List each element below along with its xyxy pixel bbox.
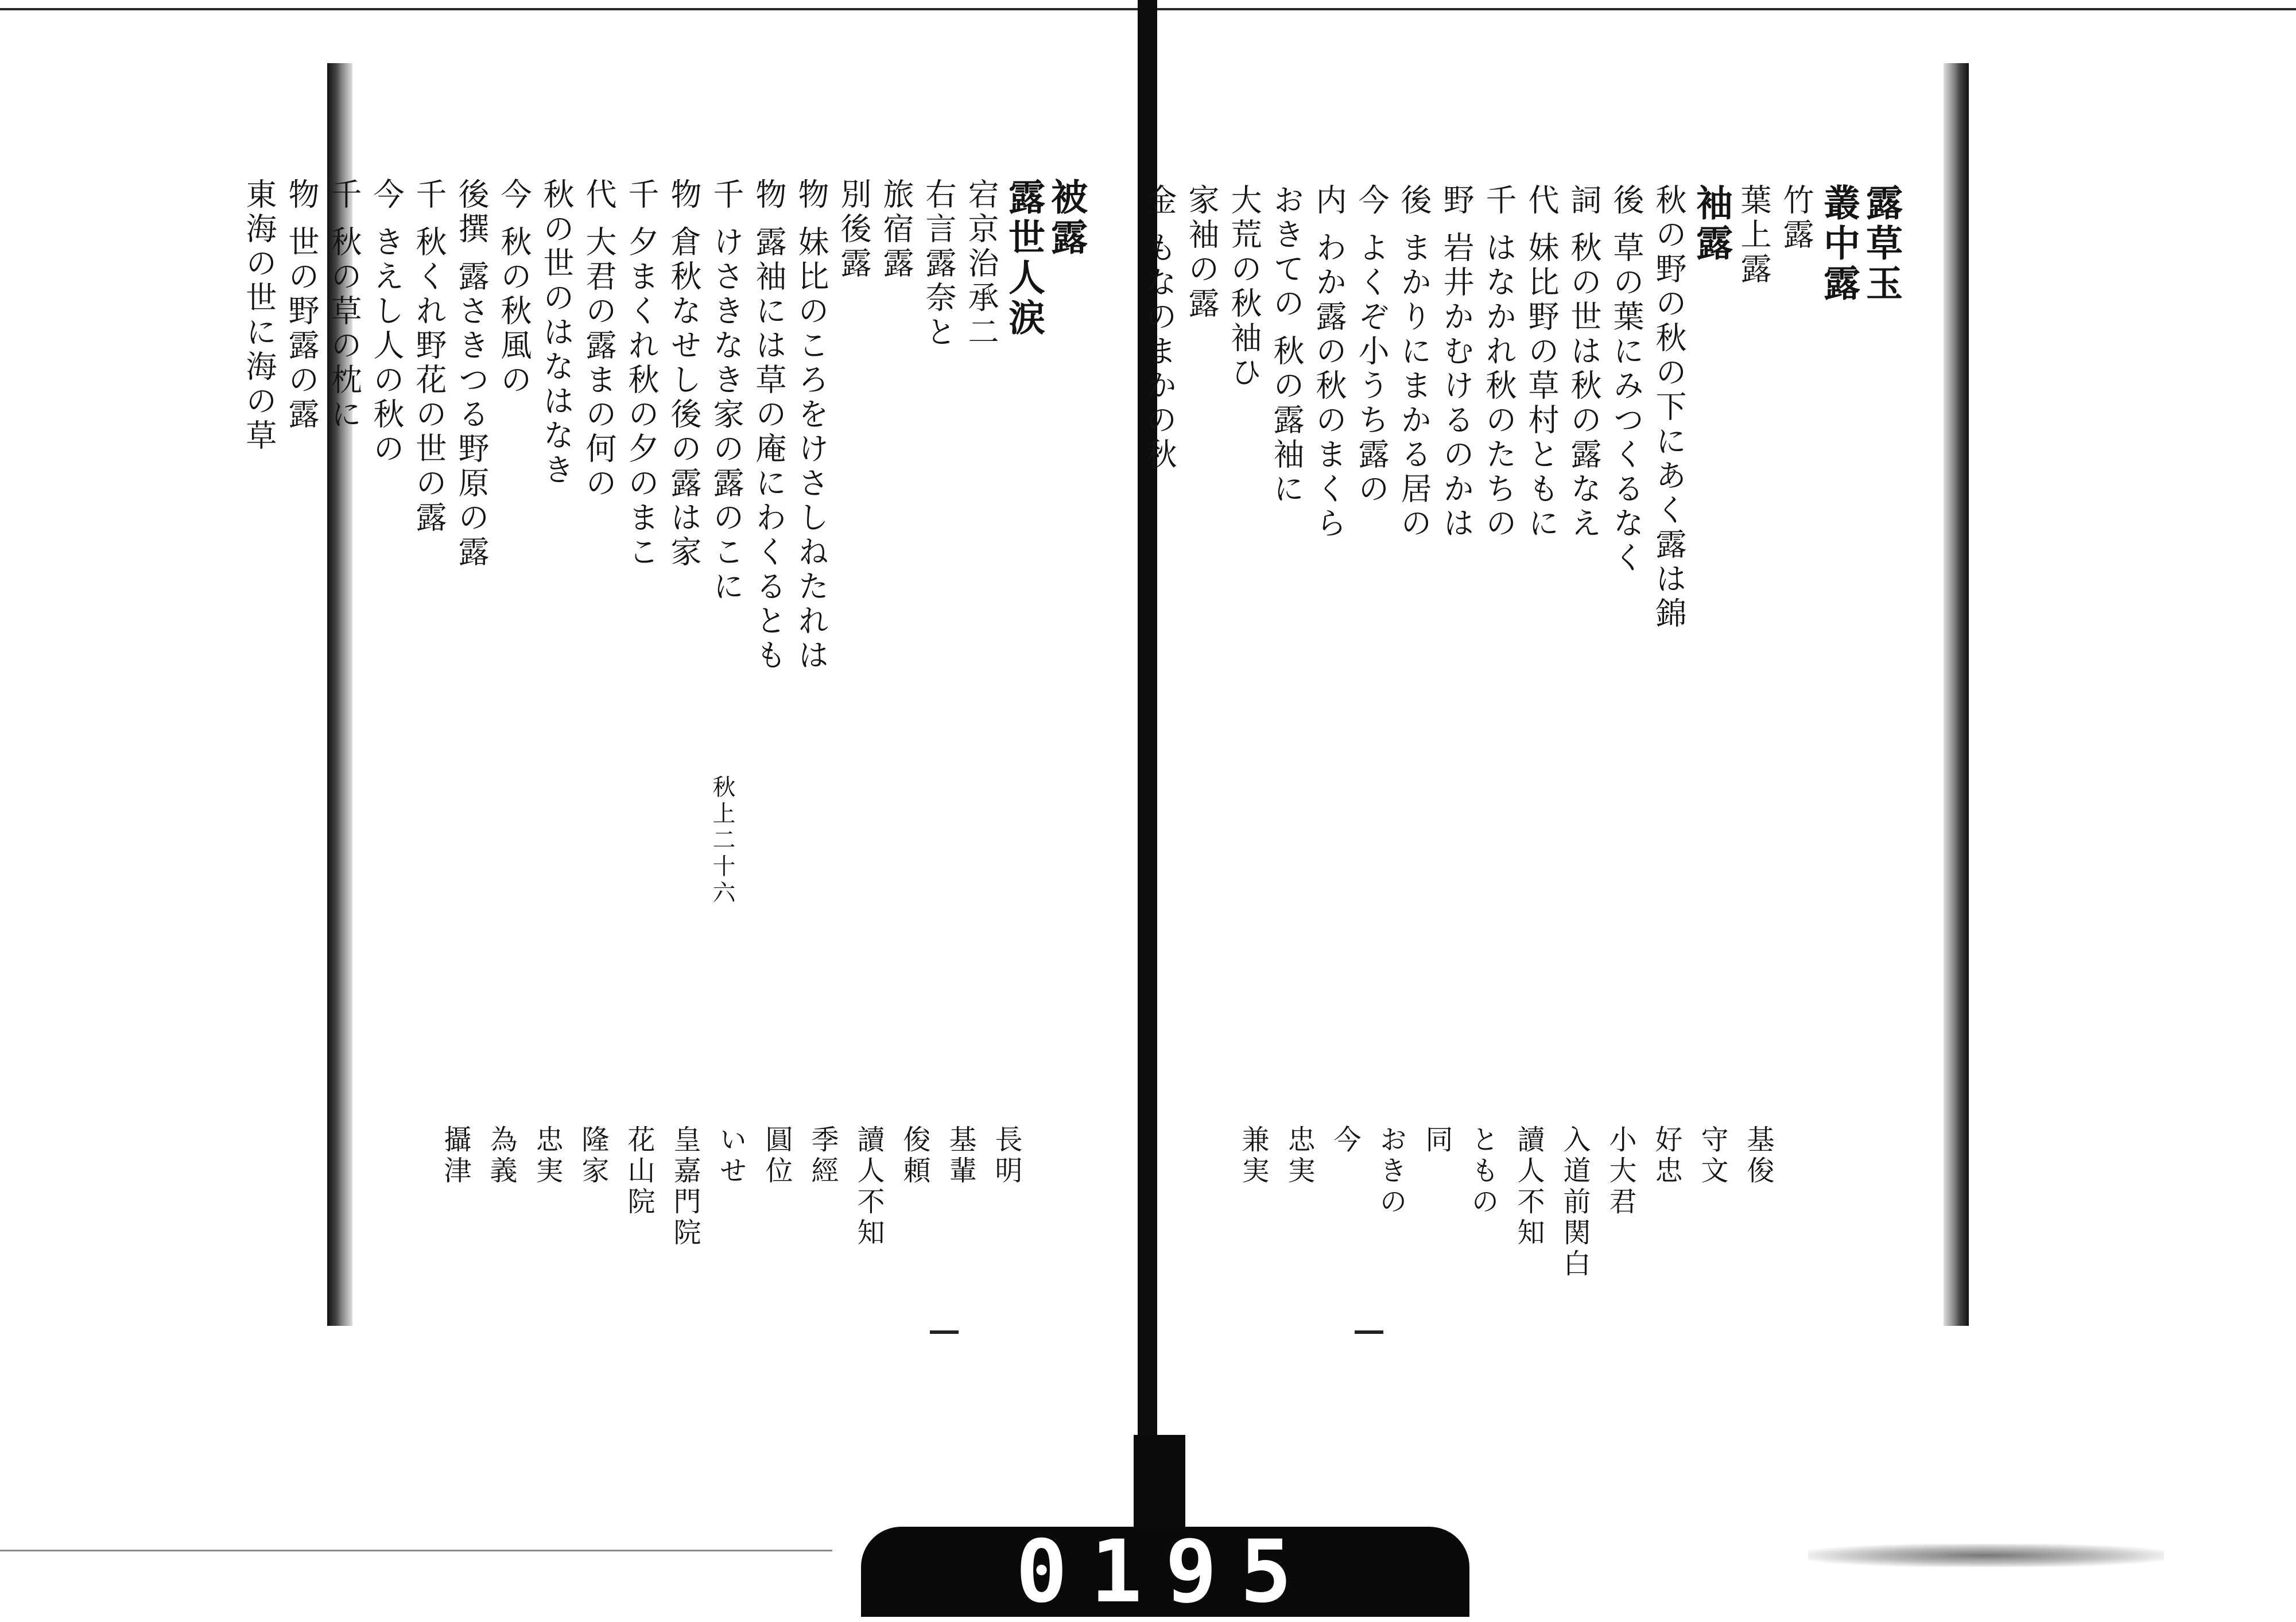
left-poem-line: 代 大君の露まの何の <box>581 178 617 502</box>
author-name: 好忠 <box>1650 1125 1682 1187</box>
left-topic-4: 別後露 <box>836 178 872 281</box>
author-name: 兼実 <box>1237 1125 1269 1187</box>
author-name: 忠実 <box>1283 1125 1315 1187</box>
author-name: 今 <box>1329 1125 1361 1156</box>
right-page-dash-mark <box>1355 1330 1383 1334</box>
left-topic-2: 右言露奈と <box>921 178 957 350</box>
right-page-edge-shadow <box>1944 63 1969 1326</box>
left-poem-line: 後撰 露さきつる野原の露 <box>453 178 490 571</box>
left-poem-line: 物 倉秋なせし後の露は家 <box>666 178 702 571</box>
author-name: 隆家 <box>577 1125 609 1187</box>
left-poem-line: 物 露袖には草の庵にわくるとも <box>751 178 787 674</box>
author-name: 入道前関白 <box>1558 1125 1591 1280</box>
right-authors <box>1234 1125 1777 1280</box>
author-name: 長明 <box>990 1125 1022 1187</box>
left-heading-2: 露世人涙 <box>1002 178 1045 339</box>
author-name: 同 <box>1421 1125 1453 1156</box>
left-poem-line: 今 きえし人の秋の <box>369 178 405 467</box>
scan-smudge <box>1808 1544 2164 1567</box>
left-poem-line: 千 秋の草の枕に <box>326 178 362 433</box>
author-name: 忠実 <box>531 1125 563 1187</box>
right-poem-line: 大荒の秋袖ひ <box>1226 184 1262 390</box>
right-poem-line: 今 よくぞ小うち露の <box>1353 184 1390 507</box>
author-name: 守文 <box>1696 1125 1728 1187</box>
right-heading-1: 露草玉 <box>1860 184 1903 304</box>
right-topic-2: 葉上露 <box>1736 184 1772 287</box>
right-poem-line: 後 まかりにまかる居の <box>1396 184 1432 542</box>
left-poem-line: 今 秋の秋風の <box>496 178 532 398</box>
author-name: 基輩 <box>944 1125 976 1187</box>
bottom-scan-rule <box>0 1550 832 1551</box>
right-poem-line: 家袖の露 <box>1184 184 1220 321</box>
right-poem-line: おきての 秋の露袖に <box>1269 184 1305 507</box>
left-poem-line: 千 けさきなき家の露のこに <box>708 178 744 605</box>
author-name: 基俊 <box>1742 1125 1774 1187</box>
right-poem-line: 千 はなかれ秋のたちの <box>1481 184 1517 542</box>
left-topic-3: 旅宿露 <box>878 178 914 281</box>
right-heading-2: 叢中露 <box>1817 184 1860 304</box>
left-poem-line: 物 妹比のころをけさしねたれは <box>793 178 829 674</box>
frame-number: 0195 <box>1015 1522 1315 1622</box>
left-poem-line: 秋の世のはなはなき <box>538 178 575 488</box>
right-page-text <box>1140 184 1903 631</box>
right-poem-line: 詞 秋の世は秋の露なえ <box>1566 184 1602 542</box>
left-page-text <box>240 178 1088 674</box>
right-topic-1: 竹露 <box>1778 184 1814 253</box>
author-name: 讀人不知 <box>852 1125 885 1249</box>
right-poem-line: 後 草の葉にみつくるなく <box>1608 184 1645 576</box>
right-poem-line: 秋の野の秋の下にあく露は錦 <box>1651 184 1687 631</box>
left-poem-line: 千 夕まくれ秋の夕のまこ <box>623 178 660 571</box>
author-name: 攝津 <box>439 1125 471 1187</box>
author-name: 花山院 <box>623 1125 655 1218</box>
left-topic-1: 宕京治承二 <box>963 178 999 350</box>
author-name: 季經 <box>806 1125 839 1187</box>
left-poem-line: 東海の世に海の草 <box>241 178 277 453</box>
author-name: 皇嘉門院 <box>669 1125 701 1249</box>
left-poem-line: 物 世の野露の露 <box>284 178 320 433</box>
author-name: 俊頼 <box>898 1125 930 1187</box>
right-poem-line: 金 もなのまかの秋 <box>1141 184 1177 473</box>
right-poem-line: 内 わか露の秋のまくら <box>1311 184 1347 542</box>
author-name: いせ <box>715 1125 747 1187</box>
author-name: 圓位 <box>761 1125 793 1187</box>
film-frame-label <box>861 1522 1469 1622</box>
author-name: 為義 <box>485 1125 517 1187</box>
left-page-dash-mark <box>930 1330 959 1334</box>
author-name: ともの <box>1467 1125 1499 1218</box>
right-poem-line: 野 岩井かむけるのかは <box>1438 184 1475 542</box>
right-heading-3: 袖露 <box>1690 184 1733 264</box>
left-heading-1: 被露 <box>1045 178 1088 258</box>
left-poem-line: 千 秋くれ野花の世の露 <box>411 178 447 536</box>
right-poem-line: 代 妹比野の草村ともに <box>1523 184 1560 542</box>
author-name: 讀人不知 <box>1512 1125 1545 1249</box>
author-name: 小大君 <box>1604 1125 1636 1218</box>
author-name: おきの <box>1375 1125 1407 1218</box>
left-page-note: 秋上二十六 <box>709 775 735 907</box>
left-authors <box>436 1125 1025 1249</box>
